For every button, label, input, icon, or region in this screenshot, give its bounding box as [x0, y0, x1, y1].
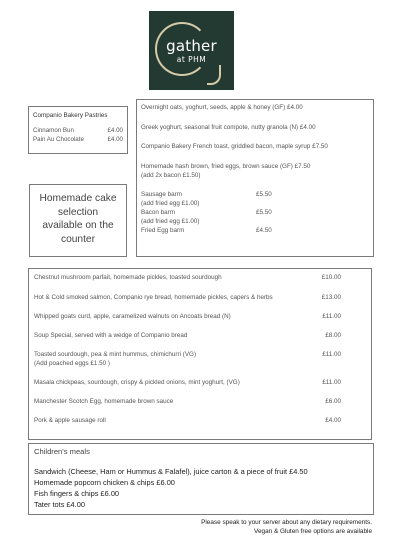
menu-item	[34, 417, 365, 424]
kids-item: Fish fingers & chips £6.00	[34, 489, 120, 498]
menu-item	[34, 398, 365, 405]
barm-addon: (add fried egg £1.00)	[141, 200, 200, 207]
pastry-name: Cinnamon Bun	[33, 127, 74, 134]
cake-notice-line: available on the	[42, 220, 114, 231]
logo-flourish	[207, 65, 221, 85]
breakfast-addon: (add 2x bacon £1.50)	[141, 172, 201, 179]
kids-box	[28, 443, 374, 515]
menu-item-addon: (Add poached eggs £1.50 )	[34, 360, 110, 367]
barm-price: £5.50	[256, 191, 272, 198]
pastry-item	[33, 136, 123, 143]
cake-notice-line: selection	[57, 206, 99, 218]
breakfast-item: Companio Bakery French toast, griddled bacon, maple syrup £7.50	[141, 143, 328, 150]
logo-main-text: gather	[166, 37, 217, 55]
pastry-price: £4.00	[107, 127, 123, 134]
dietary-note: Please speak to your server about any dietary requirements.	[201, 519, 372, 526]
pastry-price: £4.00	[107, 136, 123, 143]
menu-item	[34, 313, 365, 320]
menu-item-name: Chestnut mushroom parfait, homemade pickles, toasted sourdough	[34, 274, 222, 281]
cake-notice-line: counter	[61, 233, 95, 245]
mains-box	[28, 268, 372, 440]
vegan-note: Vegan & Gluten free options are available	[254, 528, 372, 535]
barm-addon: (add fried egg £1.00)	[141, 218, 200, 225]
cake-notice-box	[29, 184, 127, 257]
menu-item-price: £11.00	[322, 379, 341, 386]
pastry-item	[33, 127, 123, 134]
breakfast-item: Overnight oats, yoghurt, seeds, apple & honey (GF) £4.00	[141, 104, 303, 111]
menu-item-price: £13.00	[321, 294, 341, 301]
barm-name: Sausage barm	[141, 191, 182, 198]
menu-item-name: Soup Special, served with a wedge of Companio bread	[34, 332, 188, 339]
menu-item-price: £11.00	[322, 313, 341, 320]
kids-item: Homemade popcorn chicken & chips £6.00	[34, 478, 175, 487]
kids-item: Sandwich (Cheese, Ham or Hummus & Falafel), juice carton & a piece of fruit £4.50	[34, 467, 308, 476]
breakfast-box	[136, 99, 374, 257]
kids-item: Tater tots £4.00	[34, 500, 85, 509]
barm-name: Fried Egg barm	[141, 227, 185, 234]
logo	[149, 11, 234, 90]
menu-item-price: £6.00	[325, 398, 341, 405]
menu-item	[34, 351, 365, 358]
menu-item-price: £11.00	[322, 351, 341, 358]
barm-price: £4.50	[256, 227, 272, 234]
menu-item	[34, 274, 365, 281]
menu-item	[34, 294, 365, 301]
menu-item-name: Manchester Scotch Egg, homemade brown sauce	[34, 398, 174, 405]
pastries-box	[28, 106, 128, 154]
menu-item-name: Masala chickpeas, sourdough, crispy & pickled onions, mint yoghurt, (VG)	[34, 379, 240, 386]
menu-item-name: Hot & Cold smoked salmon, Companio rye bread, homemade pickles, capers & herbs	[34, 294, 273, 301]
menu-item-name: Toasted sourdough, pea & mint hummus, chimichurri (VG)	[34, 351, 197, 358]
menu-item-name: Pork & apple sausage roll	[34, 417, 106, 424]
pastry-name: Pain Au Chocolate	[33, 136, 84, 143]
breakfast-item: Homemade hash brown, fried eggs, brown sauce (GF) £7.50	[141, 163, 311, 170]
menu-item	[34, 332, 365, 339]
barm-name: Bacon barm	[141, 209, 175, 216]
menu-item-price: £4.00	[325, 417, 341, 424]
logo-sub-text: at PHM	[176, 55, 207, 64]
kids-title: Children's meals	[34, 447, 90, 456]
breakfast-item: Greek yoghurt, seasonal fruit compote, nutty granola (N) £4.00	[141, 124, 316, 131]
cake-notice-line: Homemade cake	[39, 193, 117, 204]
pastries-title: Companio Bakery Pastries	[33, 112, 108, 119]
cake-notice	[30, 192, 126, 246]
menu-item-name: Whipped goats curd, apple, caramelized walnuts on Ancoats bread (N)	[34, 313, 231, 320]
menu-item-price: £10.00	[321, 274, 341, 281]
menu-item	[34, 379, 365, 386]
menu-item-price: £8.00	[325, 332, 341, 339]
barm-price: £5.50	[256, 209, 272, 216]
